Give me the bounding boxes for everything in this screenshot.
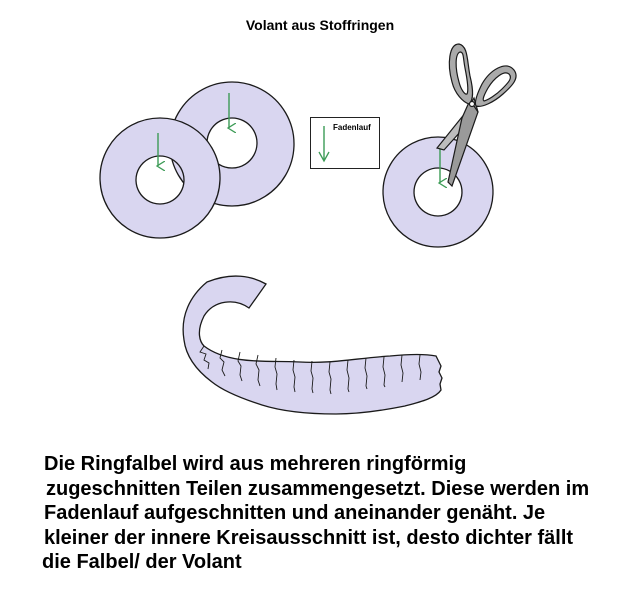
description-text xyxy=(44,452,634,575)
fabric-ring-front xyxy=(100,118,220,238)
grain-arrow-icon xyxy=(316,124,336,164)
description-line: Fadenlauf aufgeschnitten und aneinander genäht. Je xyxy=(44,502,546,524)
fabric-ring-cut xyxy=(383,137,493,247)
legend-label: Fadenlauf xyxy=(333,123,371,132)
description-line: zugeschnitten Teilen zusammengesetzt. Diese werden im xyxy=(46,477,590,500)
page-title: Volant aus Stoffringen xyxy=(245,17,395,33)
ruffle-volant xyxy=(183,276,442,414)
description-line: die Falbel/ der Volant xyxy=(42,551,242,573)
description-line: kleiner der innere Kreisausschnitt ist, desto dichter fällt xyxy=(44,526,574,549)
grain-direction-legend xyxy=(310,117,380,169)
description-line: Die Ringfalbel wird aus mehreren ringförmig xyxy=(44,453,467,475)
